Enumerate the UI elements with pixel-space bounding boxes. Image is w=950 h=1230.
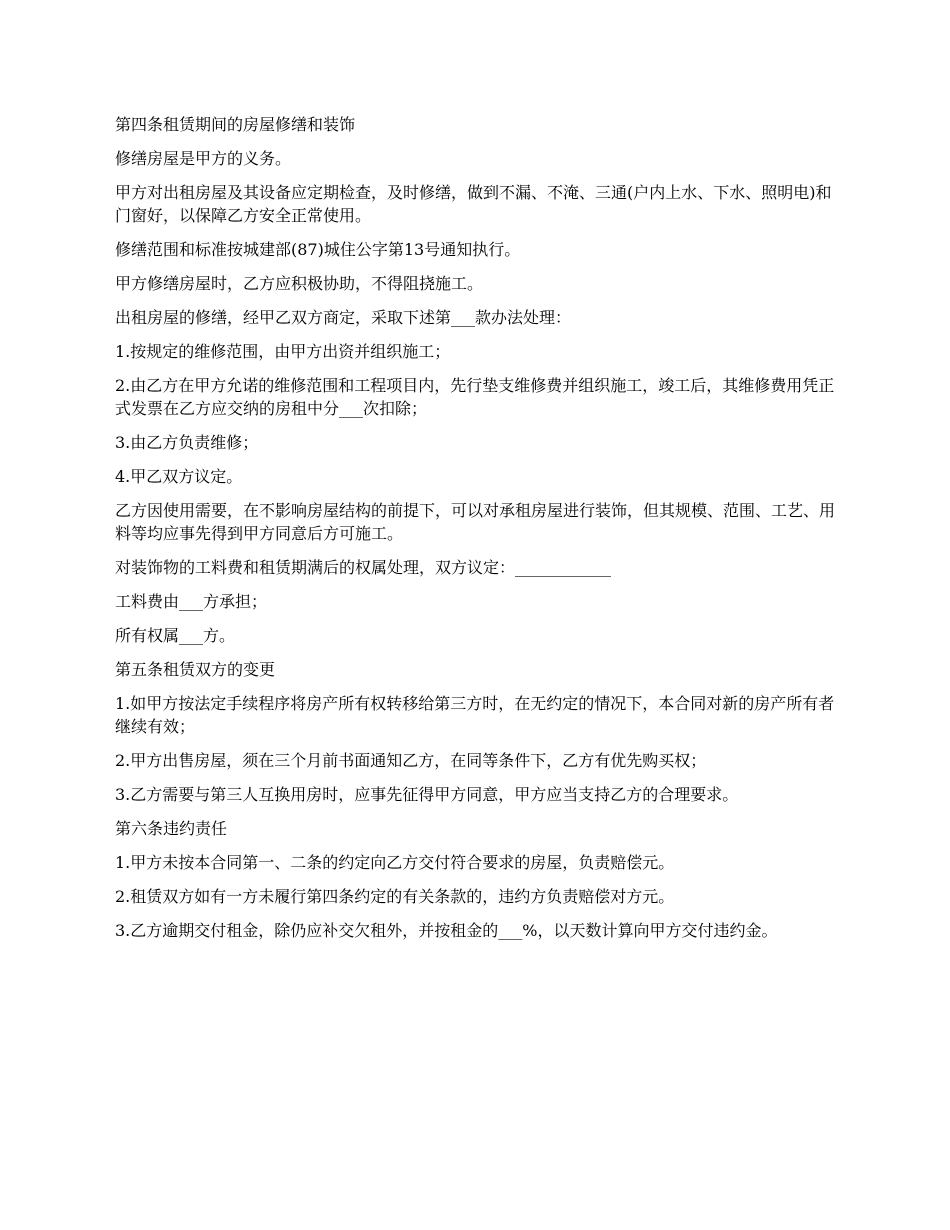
paragraph: 甲方修缮房屋时，乙方应积极协助，不得阻挠施工。 <box>115 274 484 293</box>
paragraph: 工料费由___方承担； <box>115 592 268 611</box>
paragraph: 所有权属___方。 <box>115 626 236 645</box>
list-item: 2.由乙方在甲方允诺的维修范围和工程项目内，先行垫支维修费并组织施工，竣工后，其维修费用凭正式发票在乙方应交纳的房租中分___次扣除； <box>115 376 835 418</box>
list-item: 4.甲乙双方议定。 <box>115 467 243 486</box>
list-item: 1.甲方未按本合同第一、二条的约定向乙方交付符合要求的房屋，负责赔偿元。 <box>115 853 675 872</box>
section-heading-article-4: 第四条租赁期间的房屋修缮和装饰 <box>115 115 356 134</box>
list-item: 3.由乙方负责维修； <box>115 433 259 452</box>
list-item: 1.如甲方按法定手续程序将房产所有权转移给第三方时，在无约定的情况下，本合同对新的房产所有者继续有效； <box>115 694 835 736</box>
list-item: 2.租赁双方如有一方未履行第四条约定的有关条款的，违约方负责赔偿对方元。 <box>115 887 675 906</box>
list-item: 3.乙方需要与第三人互换用房时，应事先征得甲方同意，甲方应当支持乙方的合理要求。 <box>115 785 739 804</box>
section-heading-article-5: 第五条租赁双方的变更 <box>115 660 276 679</box>
paragraph: 对装饰物的工料费和租赁期满后的权属处理，双方议定：____________ <box>115 558 612 577</box>
paragraph: 甲方对出租房屋及其设备应定期检查，及时修缮，做到不漏、不淹、三通(户内上水、下水、照明电)和门窗好，以保障乙方安全正常使用。 <box>115 183 832 225</box>
paragraph: 修缮房屋是甲方的义务。 <box>115 149 292 168</box>
paragraph: 乙方因使用需要，在不影响房屋结构的前提下，可以对承租房屋进行装饰，但其规模、范围、工艺、用料等均应事先得到甲方同意后方可施工。 <box>115 501 836 543</box>
paragraph: 修缮范围和标准按城建部(87)城住公字第13号通知执行。 <box>115 240 521 259</box>
list-item: 2.甲方出售房屋，须在三个月前书面通知乙方，在同等条件下，乙方有优先购买权； <box>115 751 707 770</box>
list-item: 1.按规定的维修范围，由甲方出资并组织施工； <box>115 342 451 361</box>
document-body <box>115 113 835 953</box>
section-heading-article-6: 第六条违约责任 <box>115 819 228 838</box>
paragraph: 出租房屋的修缮，经甲乙双方商定，采取下述第___款办法处理： <box>115 308 572 327</box>
list-item: 3.乙方逾期交付租金，除仍应补交欠租外，并按租金的___%，以天数计算向甲方交付违约金。 <box>115 921 778 940</box>
